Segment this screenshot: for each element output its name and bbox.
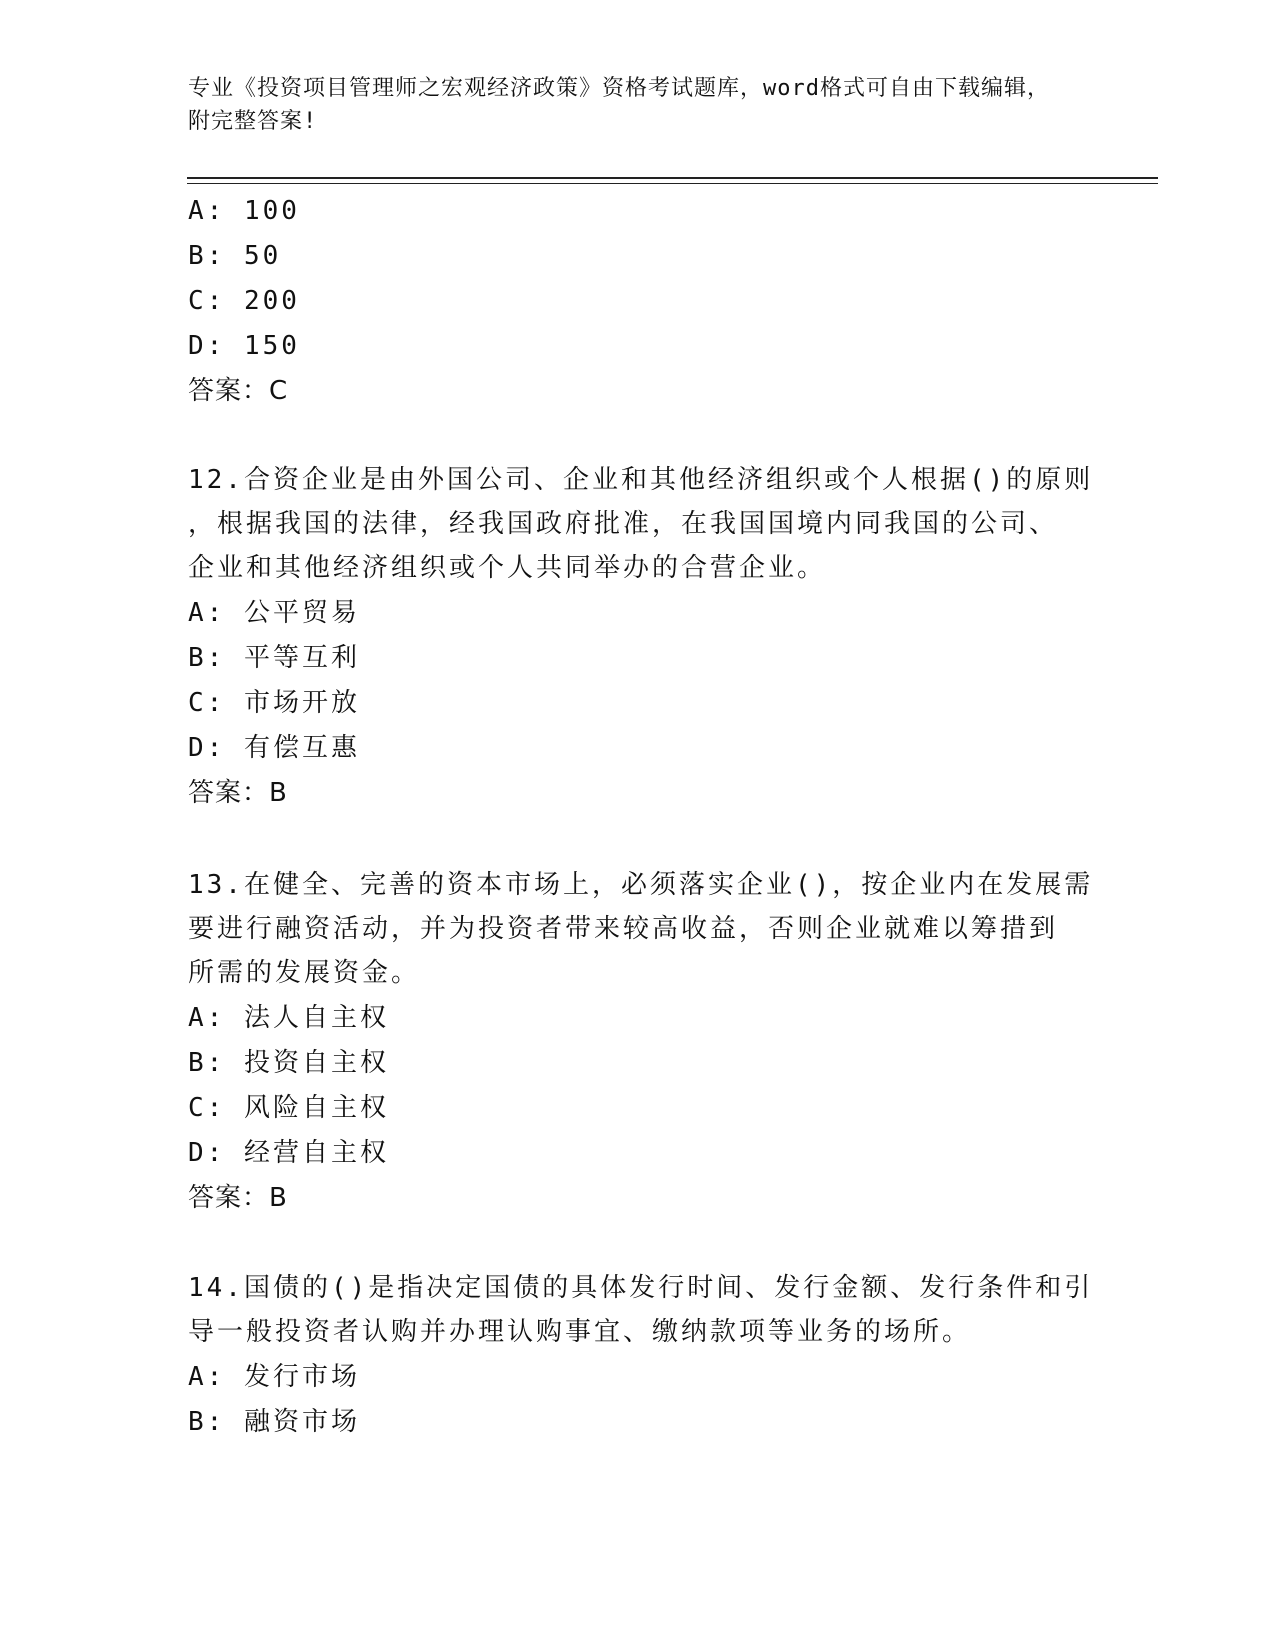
header-divider-bottom bbox=[187, 183, 1158, 184]
q12-option-a: A: 公平贸易 bbox=[188, 598, 360, 628]
q13-answer: 答案：B bbox=[188, 1183, 288, 1213]
q13-text-line-1: 13.在健全、完善的资本市场上，必须落实企业()，按企业内在发展需 bbox=[188, 870, 1094, 900]
q11-option-c: C: 200 bbox=[188, 286, 300, 316]
q12-text-line-2: ，根据我国的法律，经我国政府批准，在我国国境内同我国的公司、 bbox=[188, 509, 1059, 539]
q12-option-d: D: 有偿互惠 bbox=[188, 733, 360, 763]
q13-option-b: B: 投资自主权 bbox=[188, 1048, 389, 1078]
header-divider-top bbox=[187, 177, 1158, 179]
q13-option-a: A: 法人自主权 bbox=[188, 1003, 389, 1033]
q11-option-a: A: 100 bbox=[188, 196, 300, 226]
q14-text-line-2: 导一般投资者认购并办理认购事宜、缴纳款项等业务的场所。 bbox=[188, 1317, 972, 1347]
q13-option-c: C: 风险自主权 bbox=[188, 1093, 389, 1123]
q14-text-line-1: 14.国债的()是指决定国债的具体发行时间、发行金额、发行条件和引 bbox=[188, 1273, 1094, 1303]
q11-option-d: D: 150 bbox=[188, 331, 300, 361]
q11-answer: 答案：C bbox=[188, 376, 289, 406]
q11-option-b: B: 50 bbox=[188, 241, 282, 271]
q12-option-b: B: 平等互利 bbox=[188, 643, 360, 673]
document-header: 专业《投资项目管理师之宏观经济政策》资格考试题库，word格式可自由下载编辑，附完整答案! bbox=[188, 76, 1050, 134]
q14-option-a: A: 发行市场 bbox=[188, 1362, 360, 1392]
q12-text-line-3: 企业和其他经济组织或个人共同举办的合营企业。 bbox=[188, 553, 827, 583]
q12-text-line-1: 12.合资企业是由外国公司、企业和其他经济组织或个人根据()的原则 bbox=[188, 465, 1094, 495]
q13-option-d: D: 经营自主权 bbox=[188, 1138, 389, 1168]
q13-text-line-2: 要进行融资活动，并为投资者带来较高收益，否则企业就难以筹措到 bbox=[188, 914, 1059, 944]
q14-option-b: B: 融资市场 bbox=[188, 1407, 360, 1437]
q13-text-line-3: 所需的发展资金。 bbox=[188, 958, 421, 988]
q12-answer: 答案：B bbox=[188, 778, 288, 808]
q12-option-c: C: 市场开放 bbox=[188, 688, 360, 718]
